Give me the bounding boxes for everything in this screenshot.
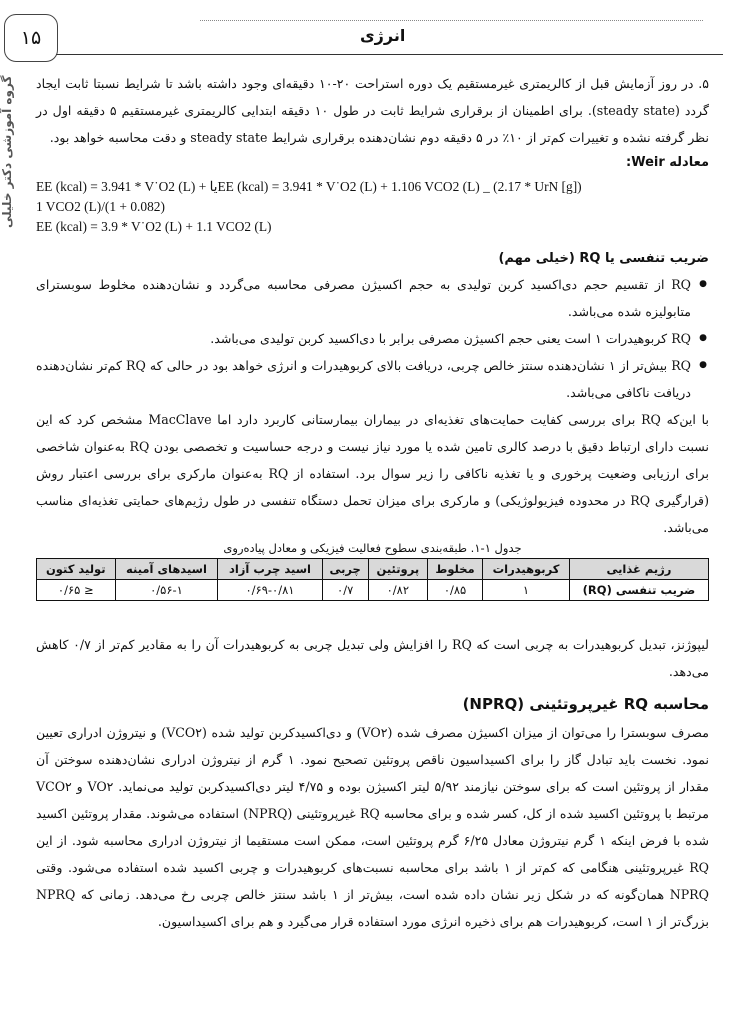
table-cell: ۰/۸۲	[368, 580, 427, 601]
weir-equations	[36, 177, 709, 237]
rq-bullet-list	[36, 271, 709, 406]
lipogenesis-paragraph: لیپوژنز، تبدیل کربوهیدرات به چربی است که RQ را افزایش ولی تبدیل چربی به کربوهیدرات آن را به مقادیر کم‌تر از ۰/۷ کاهش می‌دهد.	[36, 637, 709, 679]
table-header-cell: تولید کتون	[37, 559, 116, 580]
list-item: ● RQ کربوهیدرات ۱ است یعنی حجم اکسیژن مصرفی برابر با دی‌اکسید کربن تولیدی می‌باشد.	[36, 325, 691, 352]
table-header-cell: اسید چرب آزاد	[218, 559, 322, 580]
table-cell: ۰/۶۹-۰/۸۱	[218, 580, 322, 601]
table-cell: ≤ ۰/۶۵	[37, 580, 116, 601]
list-item: ● RQ بیش‌تر از ۱ نشان‌دهنده سنتز خالص چربی، دریافت بالای کربوهیدرات و انرژی خواهد بود در حالی که RQ کم‌تر نشان‌دهنده دریافت ناکافی می‌باشد.	[36, 352, 691, 406]
table-row	[37, 580, 709, 601]
page-number: ۱۵	[20, 27, 42, 49]
weir-heading: معادله Weir:	[626, 155, 709, 170]
table-cell: ۰/۸۵	[427, 580, 482, 601]
table-header-cell: رژیم غذایی	[569, 559, 708, 580]
table-header-cell: پروتئین	[368, 559, 427, 580]
table-header-cell: مخلوط	[427, 559, 482, 580]
macclave-paragraph: با این‌که RQ برای بررسی کفایت حمایت‌های تغذیه‌ای در بیماران بیمارستانی کاربرد دارد اما MacClave مشخص کرد که این نسبت دارای ارتباط دقیق با درصد کالری تامین شده یا مورد نیاز نیست و درجه حساسیت و تخصصی بودن RQ به‌عنوان شاخصی برای ارزیابی وضعیت پرخوری و یا تغذیه ناکافی را زیر سوال برد. استفاده از RQ به‌عنوان مارکری برای بررسی اعتبار روش (قرارگیری RQ در محدوده فیزیولوژیکی) و مارکری برای میزان تحمل دستگاه تنفسی در طول رژیم‌های حمایتی تغذیه‌ای مناسب می‌باشد.	[36, 412, 709, 535]
chapter-title: انرژی	[360, 26, 406, 45]
nprq-paragraph: مصرف سوبسترا را می‌توان از میزان اکسیژن مصرف شده (VO۲) و دی‌اکسیدکربن تولید شده (VCO۲) و نیتروژن ادراری تعیین نمود. نخست باید تبادل گاز را برای اکسیداسیون ناقص پروتئین تصحیح نمود. ۱ گرم از نیتروژن ادراری نشان‌دهنده سوختن آن مقدار از پروتئین است که برای سوختن نیازمند ۵/۹۲ لیتر اکسیژن بوده و ۴/۷۵ لیتر دی‌اکسیدکربن تولید می‌نماید. VO۲ و VCO۲ مرتبط با پروتئین اکسید شده از کل، کسر شده و برای محاسبه RQ غیرپروتئینی (NPRQ) استفاده می‌شوند. مقدار پروتئین اکسید شده با فرض اینکه ۱ گرم نیتروژن معادل ۶/۲۵ گرم پروتئین است، ممکن است مستقیما از نیتروژن ادراری محاسبه شود. از این RQ غیرپروتئینی هنگامی که کم‌تر از ۱ باشد برای محاسبه نسبت‌های کربوهیدرات و چربی اکسید شده استفاده می‌شود. وقتی NPRQ همان‌گونه که در شکل زیر نشان داده شده است، بیش‌تر از ۱ باشد سنتز خالص چربی رخ می‌دهد. زمانی که NPRQ بزرگ‌تر از ۱ است، کربوهیدرات هم برای ذخیره انرژی مورد استفاده قرار می‌گیرد و هم برای اکسیداسیون.	[36, 725, 710, 929]
nprq-heading: محاسبه RQ غیرپروتئینی (NPRQ)	[462, 695, 709, 713]
table-cell: ۱	[483, 580, 570, 601]
table-cell: ۰/۵۶-۱	[115, 580, 218, 601]
header-dotted-line	[200, 20, 703, 21]
table-caption: جدول ۱-۱. طبقه‌بندی سطوح فعالیت فیزیکی و معادل پیاده‌روی	[223, 541, 522, 555]
page-number-badge	[4, 14, 58, 62]
equation-line: EE (kcal) = 3.9 * V˙O2 (L) + 1.1 VCO2 (L)	[36, 219, 272, 234]
rq-table	[36, 558, 709, 601]
header-rule	[56, 54, 723, 55]
equation-line: EE (kcal) = 3.941 * V˙O2 (L) + یاEE (kcal) = 3.941 * V˙O2 (L) + 1.106 VCO2 (L) _ (2.17 * UrN [g])	[36, 179, 582, 194]
table-header-cell: چربی	[322, 559, 368, 580]
rq-heading: ضریب تنفسی یا RQ (خیلی مهم)	[498, 251, 709, 266]
paragraph-step-5: ۵. در روز آزمایش قبل از کالریمتری غیرمستقیم یک دوره استراحت ۲۰-۱۰ دقیقه‌ای وجود داشته باشد تا شرایط نسبتا ثابت ایجاد گردد (steady state). برای اطمینان از برقراری شرایط ثابت در طول ۱۰ دقیقه ابتدایی کالریمتری غیرمستقیم ۵ دقیقه اول در نظر گرفته نشده و تغییرات کم‌تر از ۱۰٪ در ۵ دقیقه دوم نشان‌دهنده برقراری شرایط steady state و دقت محاسبه خواهد بود.	[36, 76, 709, 145]
table-header-row	[37, 559, 709, 580]
list-item: ● RQ از تقسیم حجم دی‌اکسید کربن تولیدی به حجم اکسیژن مصرفی محاسبه می‌گردد و نشان‌دهنده مخلوط سوبسترای متابولیزه شده می‌باشد.	[36, 271, 691, 325]
table-cell: ضریب تنفسی (RQ)	[569, 580, 708, 601]
equation-line: 1 VCO2 (L)/(1 + 0.082)	[36, 199, 165, 214]
table-header-cell: کربوهیدرات	[483, 559, 570, 580]
table-header-cell: اسیدهای آمینه	[115, 559, 218, 580]
main-content	[36, 70, 709, 935]
side-watermark-label: گروه آموزشی دکتر خلیلی	[0, 75, 14, 228]
table-cell: ۰/۷	[322, 580, 368, 601]
